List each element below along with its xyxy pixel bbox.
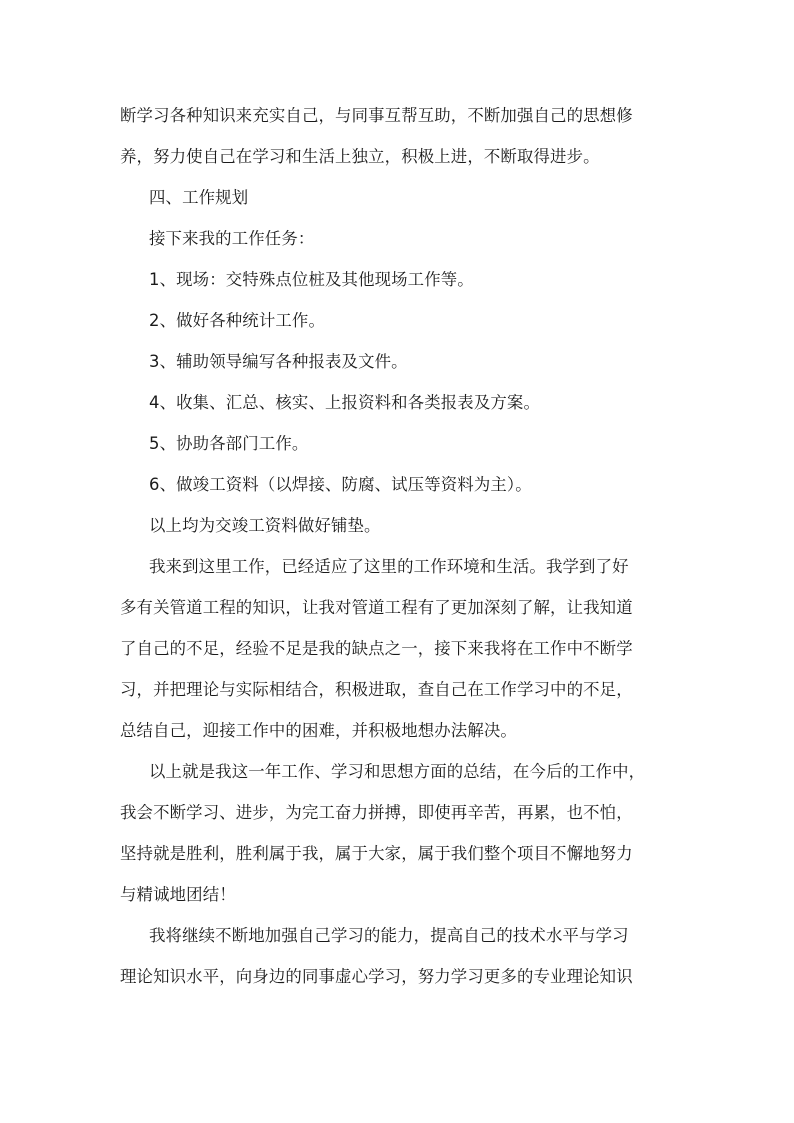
task-item-6: 6、做竣工资料（以焊接、防腐、试压等资料为主）。 [149, 475, 532, 494]
task-item-2: 2、做好各种统计工作。 [149, 311, 325, 330]
paragraph-2-line-4: 与精诚地团结！ [120, 885, 236, 904]
task-item-5: 5、协助各部门工作。 [149, 434, 309, 453]
paragraph-3-line-2: 理论知识水平，向身边的同事虚心学习，努力学习更多的专业理论知识 [120, 967, 633, 986]
task-item-3: 3、辅助领导编写各种报表及文件。 [149, 352, 408, 371]
paragraph-2-line-2: 我会不断学习、进步，为完工奋力拼搏，即使再辛苦，再累，也不怕， [120, 803, 633, 822]
paragraph-1-line-3: 了自己的不足，经验不足是我的缺点之一，接下来我将在工作中不断学 [120, 639, 633, 658]
task-intro: 接下来我的工作任务： [149, 229, 315, 248]
task-item-4: 4、收集、汇总、核实、上报资料和各类报表及方案。 [149, 393, 541, 412]
paragraph-2-line-1: 以上就是我这一年工作、学习和思想方面的总结，在今后的工作中， [149, 762, 646, 781]
document-body [120, 100, 675, 1002]
paragraph-1-line-1: 我来到这里工作，已经适应了这里的工作环境和生活。我学到了好 [149, 557, 629, 576]
text-line-2: 养，努力使自己在学习和生活上独立，积极上进，不断取得进步。 [120, 147, 600, 166]
paragraph-1-line-4: 习，并把理论与实际相结合，积极进取，查自己在工作学习中的不足， [120, 680, 633, 699]
paragraph-1-line-5: 总结自己，迎接工作中的困难，并积极地想办法解决。 [120, 721, 517, 740]
paragraph-1-line-2: 多有关管道工程的知识，让我对管道工程有了更加深刻了解，让我知道 [120, 598, 633, 617]
text-line-1: 断学习各种知识来充实自己，与同事互帮互助，不断加强自己的思想修 [120, 106, 633, 125]
paragraph-2-line-3: 坚持就是胜利，胜利属于我，属于大家，属于我们整个项目不懈地努力 [120, 844, 633, 863]
paragraph-3-line-1: 我将继续不断地加强自己学习的能力，提高自己的技术水平与学习 [149, 926, 629, 945]
task-summary: 以上均为交竣工资料做好铺垫。 [149, 516, 381, 535]
task-item-1: 1、现场：交特殊点位桩及其他现场工作等。 [149, 270, 474, 289]
section-heading: 四、工作规划 [149, 188, 249, 207]
